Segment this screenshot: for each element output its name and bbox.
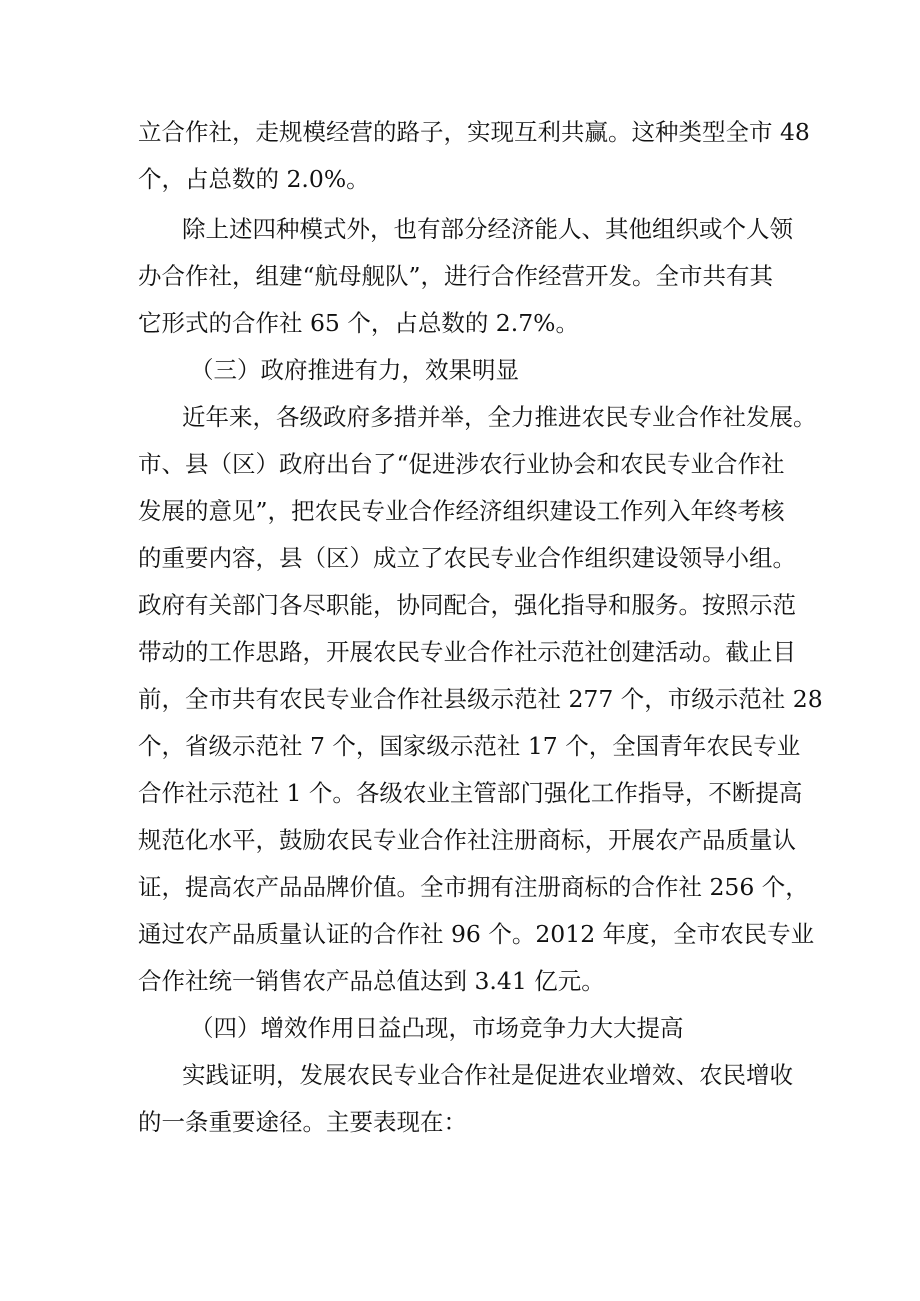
paragraph-line: 通过农产品质量认证的合作社 96 个。2012 年度，全市农民专业 xyxy=(138,919,815,948)
paragraph-line: 个，省级示范社 7 个，国家级示范社 17 个，全国青年农民专业 xyxy=(138,731,801,760)
paragraph-line: 市、县（区）政府出台了“促进涉农行业协会和农民专业合作社 xyxy=(138,449,785,478)
paragraph-line: 个，占总数的 2.0%。 xyxy=(138,165,370,193)
section-heading: （三）政府推进有力，效果明显 xyxy=(190,355,519,384)
paragraph-line: 的一条重要途径。主要表现在： xyxy=(138,1107,467,1136)
paragraph-line: 合作社统一销售农产品总值达到 3.41 亿元。 xyxy=(138,966,605,995)
paragraph-line: 合作社示范社 1 个。各级农业主管部门强化工作指导，不断提高 xyxy=(138,778,803,807)
paragraph-line: 立合作社，走规模经营的路子，实现互利共赢。这种类型全市 48 xyxy=(138,118,810,146)
document-body xyxy=(138,109,823,1146)
paragraph-line: 实践证明，发展农民专业合作社是促进农业增效、农民增收 xyxy=(182,1060,793,1089)
paragraph-line: 发展的意见”，把农民专业合作经济组织建设工作列入年终考核 xyxy=(138,496,785,525)
paragraph-line: 除上述四种模式外，也有部分经济能人、其他组织或个人领 xyxy=(182,214,793,243)
section-heading: （四）增效作用日益凸现，市场竞争力大大提高 xyxy=(190,1013,684,1042)
paragraph-line: 规范化水平，鼓励农民专业合作社注册商标，开展农产品质量认 xyxy=(138,825,796,854)
paragraph-line: 带动的工作思路，开展农民专业合作社示范社创建活动。截止目 xyxy=(138,637,796,666)
paragraph-line: 证，提高农产品品牌价值。全市拥有注册商标的合作社 256 个， xyxy=(138,872,809,901)
paragraph-line: 的重要内容，县（区）成立了农民专业合作组织建设领导小组。 xyxy=(138,543,796,572)
paragraph-line: 近年来，各级政府多措并举，全力推进农民专业合作社发展。 xyxy=(182,402,817,431)
paragraph-line: 政府有关部门各尽职能，协同配合，强化指导和服务。按照示范 xyxy=(138,590,796,619)
paragraph-line: 办合作社，组建“航母舰队”，进行合作经营开发。全市共有其 xyxy=(138,261,774,290)
paragraph-line: 它形式的合作社 65 个，占总数的 2.7%。 xyxy=(138,308,580,337)
paragraph-line: 前，全市共有农民专业合作社县级示范社 277 个，市级示范社 28 xyxy=(138,684,823,713)
